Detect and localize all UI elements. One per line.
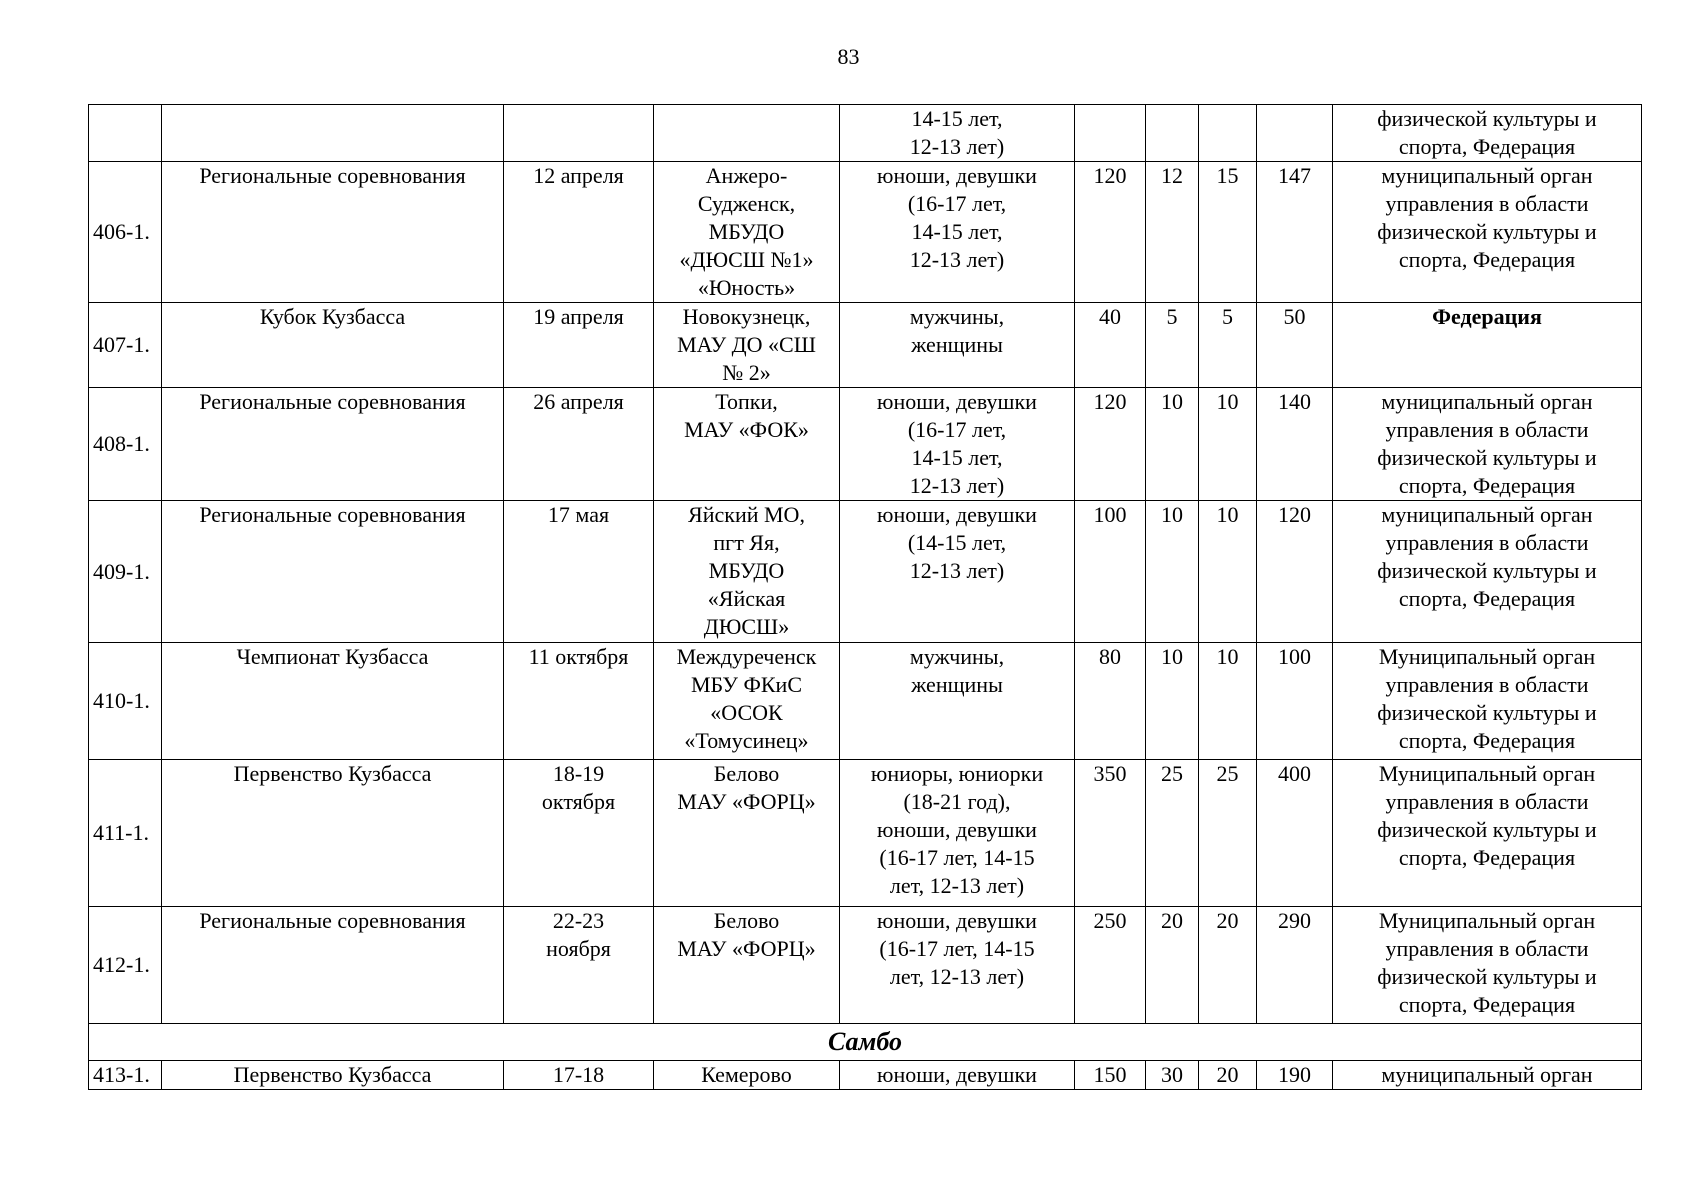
event-date [504, 105, 654, 162]
row-number: 406-1. [89, 162, 162, 303]
event-participants: юноши, девушки (16-17 лет, 14-15 лет, 12-13 лет) [840, 388, 1075, 501]
count-col-1: 40 [1075, 303, 1146, 388]
event-date: 22-23 ноября [504, 907, 654, 1024]
event-participants: 14-15 лет, 12-13 лет) [840, 105, 1075, 162]
events-table [88, 104, 1642, 1090]
table-row [89, 501, 1642, 643]
count-col-3: 10 [1199, 388, 1257, 501]
event-place: Белово МАУ «ФОРЦ» [654, 907, 840, 1024]
event-place: Кемерово [654, 1061, 840, 1090]
event-date: 18-19 октября [504, 760, 654, 907]
page-number: 83 [837, 44, 860, 69]
event-place: Топки, МАУ «ФОК» [654, 388, 840, 501]
count-col-2: 12 [1146, 162, 1199, 303]
event-place: Междуреченск МБУ ФКиС «ОСОК «Томусинец» [654, 643, 840, 760]
count-col-3: 10 [1199, 643, 1257, 760]
count-col-3: 10 [1199, 501, 1257, 643]
table-row [89, 388, 1642, 501]
count-col-3: 20 [1199, 1061, 1257, 1090]
count-col-2: 10 [1146, 501, 1199, 643]
count-col-4: 190 [1257, 1061, 1333, 1090]
table-row [89, 643, 1642, 760]
row-number [89, 105, 162, 162]
event-place: Яйский МО, пгт Яя, МБУДО «Яйская ДЮСШ» [654, 501, 840, 643]
event-organizer: Муниципальный орган управления в области физической культуры и спорта, Федерация [1333, 760, 1642, 907]
count-col-1: 150 [1075, 1061, 1146, 1090]
table-row [89, 760, 1642, 907]
count-col-1: 350 [1075, 760, 1146, 907]
count-col-2: 20 [1146, 907, 1199, 1024]
row-number: 411-1. [89, 760, 162, 907]
count-col-3: 15 [1199, 162, 1257, 303]
event-participants: юноши, девушки [840, 1061, 1075, 1090]
count-col-3: 25 [1199, 760, 1257, 907]
event-participants: юноши, девушки (16-17 лет, 14-15 лет, 12-13 лет) [840, 907, 1075, 1024]
count-col-4: 120 [1257, 501, 1333, 643]
row-number: 410-1. [89, 643, 162, 760]
event-organizer: физической культуры и спорта, Федерация [1333, 105, 1642, 162]
event-name: Чемпионат Кузбасса [162, 643, 504, 760]
table-row [89, 907, 1642, 1024]
event-name: Кубок Кузбасса [162, 303, 504, 388]
event-date: 17 мая [504, 501, 654, 643]
event-date: 17-18 [504, 1061, 654, 1090]
event-organizer: муниципальный орган управления в области физической культуры и спорта, Федерация [1333, 162, 1642, 303]
count-col-4: 140 [1257, 388, 1333, 501]
event-name: Региональные соревнования [162, 907, 504, 1024]
event-place: Белово МАУ «ФОРЦ» [654, 760, 840, 907]
count-col-4: 290 [1257, 907, 1333, 1024]
event-name: Первенство Кузбасса [162, 760, 504, 907]
count-col-1: 120 [1075, 388, 1146, 501]
count-col-2: 10 [1146, 388, 1199, 501]
row-number: 413-1. [89, 1061, 162, 1090]
event-name: Региональные соревнования [162, 162, 504, 303]
section-title: Самбо [89, 1024, 1642, 1061]
event-organizer: Муниципальный орган управления в области физической культуры и спорта, Федерация [1333, 907, 1642, 1024]
event-date: 19 апреля [504, 303, 654, 388]
event-participants: юниоры, юниорки (18-21 год), юноши, девушки (16-17 лет, 14-15 лет, 12-13 лет) [840, 760, 1075, 907]
event-date: 26 апреля [504, 388, 654, 501]
event-participants: юноши, девушки (16-17 лет, 14-15 лет, 12-13 лет) [840, 162, 1075, 303]
event-organizer: Муниципальный орган управления в области физической культуры и спорта, Федерация [1333, 643, 1642, 760]
table-row [89, 105, 1642, 162]
event-organizer: муниципальный орган [1333, 1061, 1642, 1090]
event-name: Региональные соревнования [162, 388, 504, 501]
event-name: Первенство Кузбасса [162, 1061, 504, 1090]
row-number: 412-1. [89, 907, 162, 1024]
event-place: Новокузнецк, МАУ ДО «СШ № 2» [654, 303, 840, 388]
event-organizer: муниципальный орган управления в области физической культуры и спорта, Федерация [1333, 501, 1642, 643]
section-row [89, 1024, 1642, 1061]
row-number: 409-1. [89, 501, 162, 643]
event-name [162, 105, 504, 162]
count-col-4 [1257, 105, 1333, 162]
event-name: Региональные соревнования [162, 501, 504, 643]
count-col-4: 400 [1257, 760, 1333, 907]
table-row [89, 162, 1642, 303]
count-col-2: 10 [1146, 643, 1199, 760]
row-number: 408-1. [89, 388, 162, 501]
table-row [89, 1061, 1642, 1090]
event-organizer: Федерация [1333, 303, 1642, 388]
count-col-1: 120 [1075, 162, 1146, 303]
event-participants: мужчины, женщины [840, 303, 1075, 388]
event-participants: мужчины, женщины [840, 643, 1075, 760]
count-col-3 [1199, 105, 1257, 162]
event-place: Анжеро- Судженск, МБУДО «ДЮСШ №1» «Юность» [654, 162, 840, 303]
count-col-3: 20 [1199, 907, 1257, 1024]
count-col-1 [1075, 105, 1146, 162]
event-organizer: муниципальный орган управления в области физической культуры и спорта, Федерация [1333, 388, 1642, 501]
count-col-4: 100 [1257, 643, 1333, 760]
event-participants: юноши, девушки (14-15 лет, 12-13 лет) [840, 501, 1075, 643]
count-col-1: 80 [1075, 643, 1146, 760]
count-col-4: 147 [1257, 162, 1333, 303]
row-number: 407-1. [89, 303, 162, 388]
count-col-2: 25 [1146, 760, 1199, 907]
count-col-3: 5 [1199, 303, 1257, 388]
count-col-2: 5 [1146, 303, 1199, 388]
event-place [654, 105, 840, 162]
count-col-1: 100 [1075, 501, 1146, 643]
count-col-4: 50 [1257, 303, 1333, 388]
count-col-1: 250 [1075, 907, 1146, 1024]
count-col-2: 30 [1146, 1061, 1199, 1090]
event-date: 12 апреля [504, 162, 654, 303]
count-col-2 [1146, 105, 1199, 162]
table-row [89, 303, 1642, 388]
event-date: 11 октября [504, 643, 654, 760]
